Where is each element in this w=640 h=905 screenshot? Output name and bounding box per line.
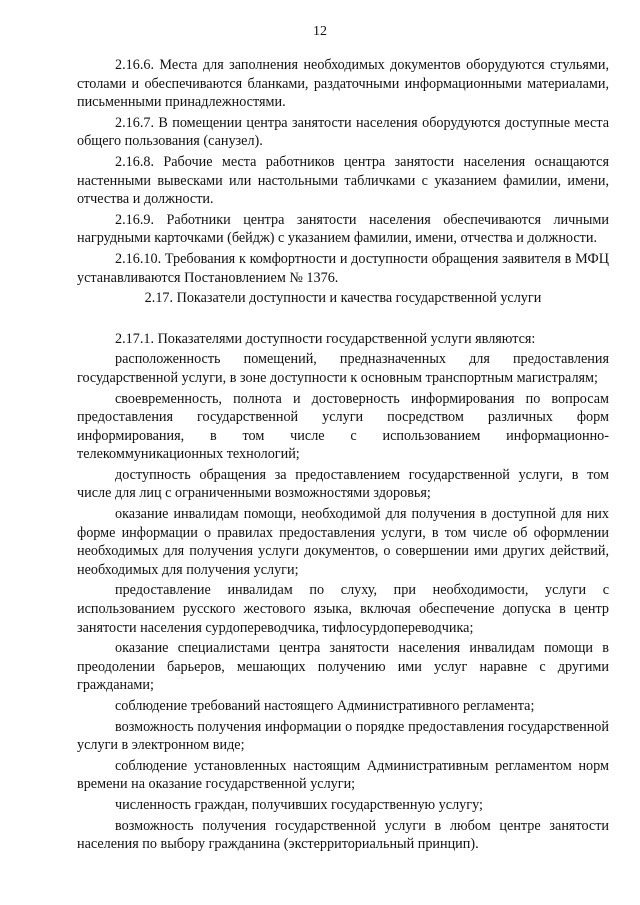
paragraph-2-16-7: 2.16.7. В помещении центра занятости населения оборудуются доступные места общего пользования (санузел). [77, 114, 609, 150]
list-item-sign-language: предоставление инвалидам по слуху, при необходимости, услуги с использованием русского жестового языка, включая обеспечение допуска в центр занятости населения сурдопереводчика, тифлосурдопереводчика; [77, 582, 609, 636]
document-body [77, 56, 609, 854]
section-heading-2-17: 2.17. Показатели доступности и качества государственной услуги [144, 290, 542, 307]
paragraph-2-16-6: 2.16.6. Места для заполнения необходимых документов оборудуются стульями, столами и обеспечиваются бланками, раздаточными информационными материалами, письменными принадлежностями. [77, 57, 609, 111]
list-item-citizens-count: численность граждан, получивших государственную услугу; [115, 796, 483, 813]
page-number: 12 [313, 24, 327, 39]
list-item-accessibility: доступность обращения за предоставлением государственной услуги, в том числе для лиц с ограниченными возможностями здоровья; [77, 466, 609, 502]
paragraph-2-17-1: 2.17.1. Показателями доступности государственной услуги являются: [115, 330, 536, 347]
paragraph-2-16-10: 2.16.10. Требования к комфортности и доступности обращения заявителя в МФЦ устанавливаются Постановлением № 1376. [77, 250, 609, 286]
paragraph-2-16-8: 2.16.8. Рабочие места работников центра занятости населения оснащаются настенными вывесками или настольными табличками с указанием фамилии, имени, отчества и должности. [77, 153, 609, 208]
list-item-electronic-info: возможность получения информации о порядке предоставления государственной услуги в электронном виде; [77, 718, 609, 754]
paragraph-2-16-9: 2.16.9. Работники центра занятости населения обеспечиваются личными нагрудными карточками (бейдж) с указанием фамилии, имени, отчества и должности. [77, 211, 609, 247]
list-item-location: расположенность помещений, предназначенных для предоставления государственной услуги, в зоне доступности к основным транспортным магистралям; [77, 351, 609, 386]
list-item-extraterritorial: возможность получения государственной услуги в любом центре занятости населения по выбору гражданина (экстерриториальный принцип). [77, 817, 609, 853]
list-item-regulation-compliance: соблюдение требований настоящего Административного регламента; [115, 698, 535, 714]
list-item-time-norms: соблюдение установленных настоящим Административным регламентом норм времени на оказание государственной услуги; [77, 757, 609, 793]
list-item-informing: своевременность, полнота и достоверность информирования по вопросам предоставления государственной услуги посредством различных форм информирования, в том числе с использованием информационно-телекоммуникационных технологий; [77, 390, 609, 463]
list-item-disabled-assistance: оказание инвалидам помощи, необходимой для получения в доступной для них форме информации о правилах предоставления услуги, в том числе об оформлении необходимых для получения услуги документов, о совершении ими других действий, необходимых для получения услуги; [77, 506, 609, 578]
list-item-barrier-help: оказание специалистами центра занятости населения инвалидам помощи в преодолении барьеров, мешающих получению ими услуг наравне с другими гражданами; [77, 640, 609, 694]
